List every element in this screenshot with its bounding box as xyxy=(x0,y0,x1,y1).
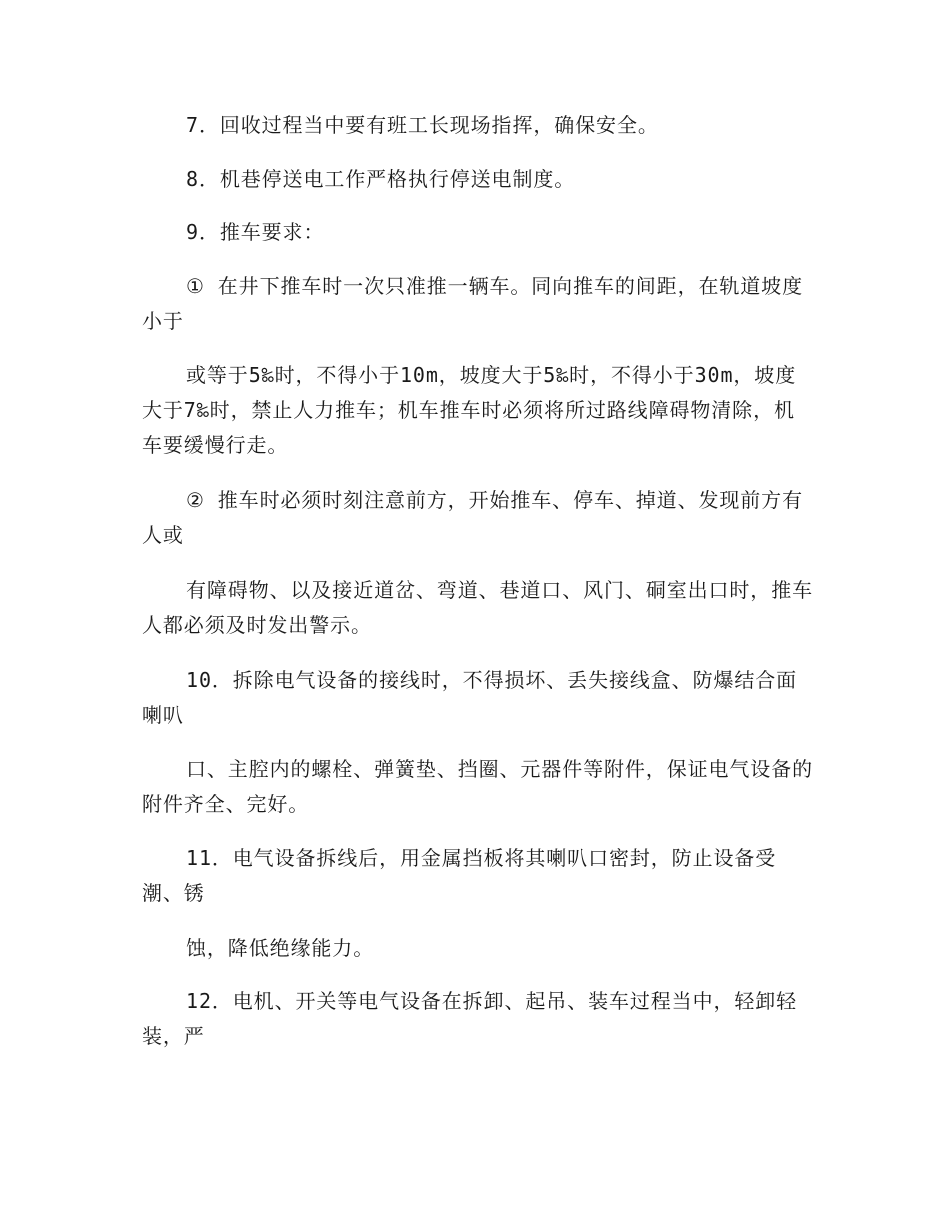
paragraph-11-start: 11．电气设备拆线后，用金属挡板将其喇叭口密封，防止设备受潮、锈 xyxy=(142,846,777,905)
paragraph-11-cont: 蚀，降低绝缘能力。 xyxy=(186,936,375,960)
paragraph-9: 9．推车要求： xyxy=(186,220,325,244)
paragraph-9-item-2-cont: 有障碍物、以及接近道岔、弯道、巷道口、风门、硐室出口时，推车人都必须及时发出警示。 xyxy=(142,578,813,637)
paragraph-9-item-2-start: ② 推车时必须时刻注意前方，开始推车、停车、掉道、发现前方有人或 xyxy=(142,488,803,547)
paragraph-10-start: 10．拆除电气设备的接线时，不得损坏、丢失接线盒、防爆结合面喇叭 xyxy=(142,668,798,727)
paragraph-12-start: 12．电机、开关等电气设备在拆卸、起吊、装车过程当中，轻卸轻装，严 xyxy=(142,989,798,1048)
paragraph-7: 7．回收过程当中要有班工长现场指挥，确保安全。 xyxy=(186,113,659,137)
paragraph-9-item-1-start: ① 在井下推车时一次只准推一辆车。同向推车的间距，在轨道坡度小于 xyxy=(142,274,803,333)
paragraph-10-cont: 口、主腔内的螺栓、弹簧垫、挡圈、元器件等附件，保证电气设备的附件齐全、完好。 xyxy=(142,757,813,816)
paragraph-9-item-1-cont: 或等于5‰时，不得小于10m，坡度大于5‰时，不得小于30m，坡度大于7‰时，禁止人力推车；机车推车时必须将所过路线障碍物清除，机车要缓慢行走。 xyxy=(142,363,797,457)
paragraph-8: 8．机巷停送电工作严格执行停送电制度。 xyxy=(186,167,576,191)
